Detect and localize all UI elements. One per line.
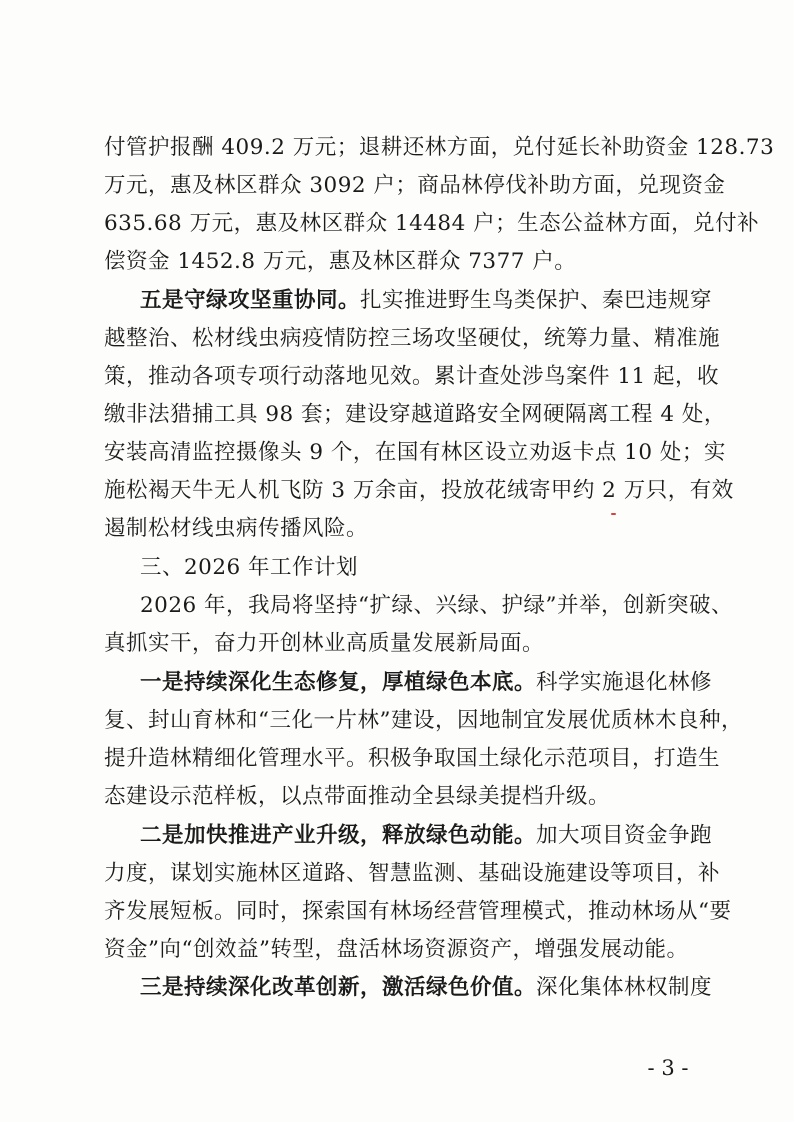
plan-2-text: 加大项目资金争跑 xyxy=(536,823,713,848)
text-line: 齐发展短板。同时，探索国有林场经营管理模式，推动林场从“要 xyxy=(104,899,732,924)
plan-1-lead: 一是持续深化生态修复，厚植绿色本底。 xyxy=(140,670,537,695)
plan-3-text: 深化集体林权制度 xyxy=(536,975,713,1000)
text-line: 付管护报酬 409.2 万元；退耕还林方面，兑付延长补助资金 128.73 xyxy=(104,135,775,160)
text-line: 复、封山育林和“三化一片林”建设，因地制宜发展优质林木良种， xyxy=(104,708,743,733)
red-ink-mark xyxy=(611,513,616,515)
text-line: 缴非法猎捕工具 98 套；建设穿越道路安全网硬隔离工程 4 处， xyxy=(104,402,726,427)
text-line: 策，推动各项专项行动落地见效。累计查处涉鸟案件 11 起，收 xyxy=(104,364,720,389)
plan-3-lead: 三是持续深化改革创新，激活绿色价值。 xyxy=(140,975,537,1000)
intro-line: 2026 年，我局将坚持“扩绿、兴绿、护绿”并举，创新突破、 xyxy=(140,593,734,618)
text-line: 施松褐天牛无人机飞防 3 万余亩，投放花绒寄甲约 2 万只，有效 xyxy=(104,478,734,503)
text-line: 偿资金 1452.8 万元，惠及林区群众 7377 户。 xyxy=(104,249,577,274)
text-line: 安装高清监控摄像头 9 个，在国有林区设立劝返卡点 10 处；实 xyxy=(104,440,726,465)
text-line: 力度，谋划实施林区道路、智慧监测、基础设施建设等项目，补 xyxy=(104,861,721,886)
plan-2-lead: 二是加快推进产业升级，释放绿色动能。 xyxy=(140,823,537,848)
plan-2-first-line xyxy=(140,818,713,854)
text-line: 真抓实干，奋力开创林业高质量发展新局面。 xyxy=(104,631,545,656)
plan-1-text: 科学实施退化林修 xyxy=(536,670,713,695)
text-line: 万元，惠及林区群众 3092 户；商品林停伐补助方面，兑现资金 xyxy=(104,173,726,198)
plan-1-first-line xyxy=(140,665,713,701)
text-line: 态建设示范样板，以点带面推动全县绿美提档升级。 xyxy=(104,784,611,809)
text-line: 资金”向“创效益”转型，盘活林场资源资产，增强发展动能。 xyxy=(104,937,689,962)
paragraph-5-lead: 五是守绿攻坚重协同。 xyxy=(140,288,361,313)
text-line: 提升造林精细化管理水平。积极争取国土绿化示范项目，打造生 xyxy=(104,746,721,771)
text-line: 越整治、松材线虫病疫情防控三场攻坚硬仗，统筹力量、精准施 xyxy=(104,326,721,351)
page-number: - 3 - xyxy=(647,1056,689,1080)
plan-3-first-line xyxy=(140,970,713,1006)
section-3-heading: 三、2026 年工作计划 xyxy=(140,555,359,580)
text-line: 635.68 万元，惠及林区群众 14484 户；生态公益林方面，兑付补 xyxy=(104,211,760,236)
paragraph-5-first-line xyxy=(140,283,713,319)
text-line: 遏制松材线虫病传播风险。 xyxy=(104,516,369,541)
paragraph-5-text: 扎实推进野生鸟类保护、秦巴违规穿 xyxy=(360,288,713,313)
